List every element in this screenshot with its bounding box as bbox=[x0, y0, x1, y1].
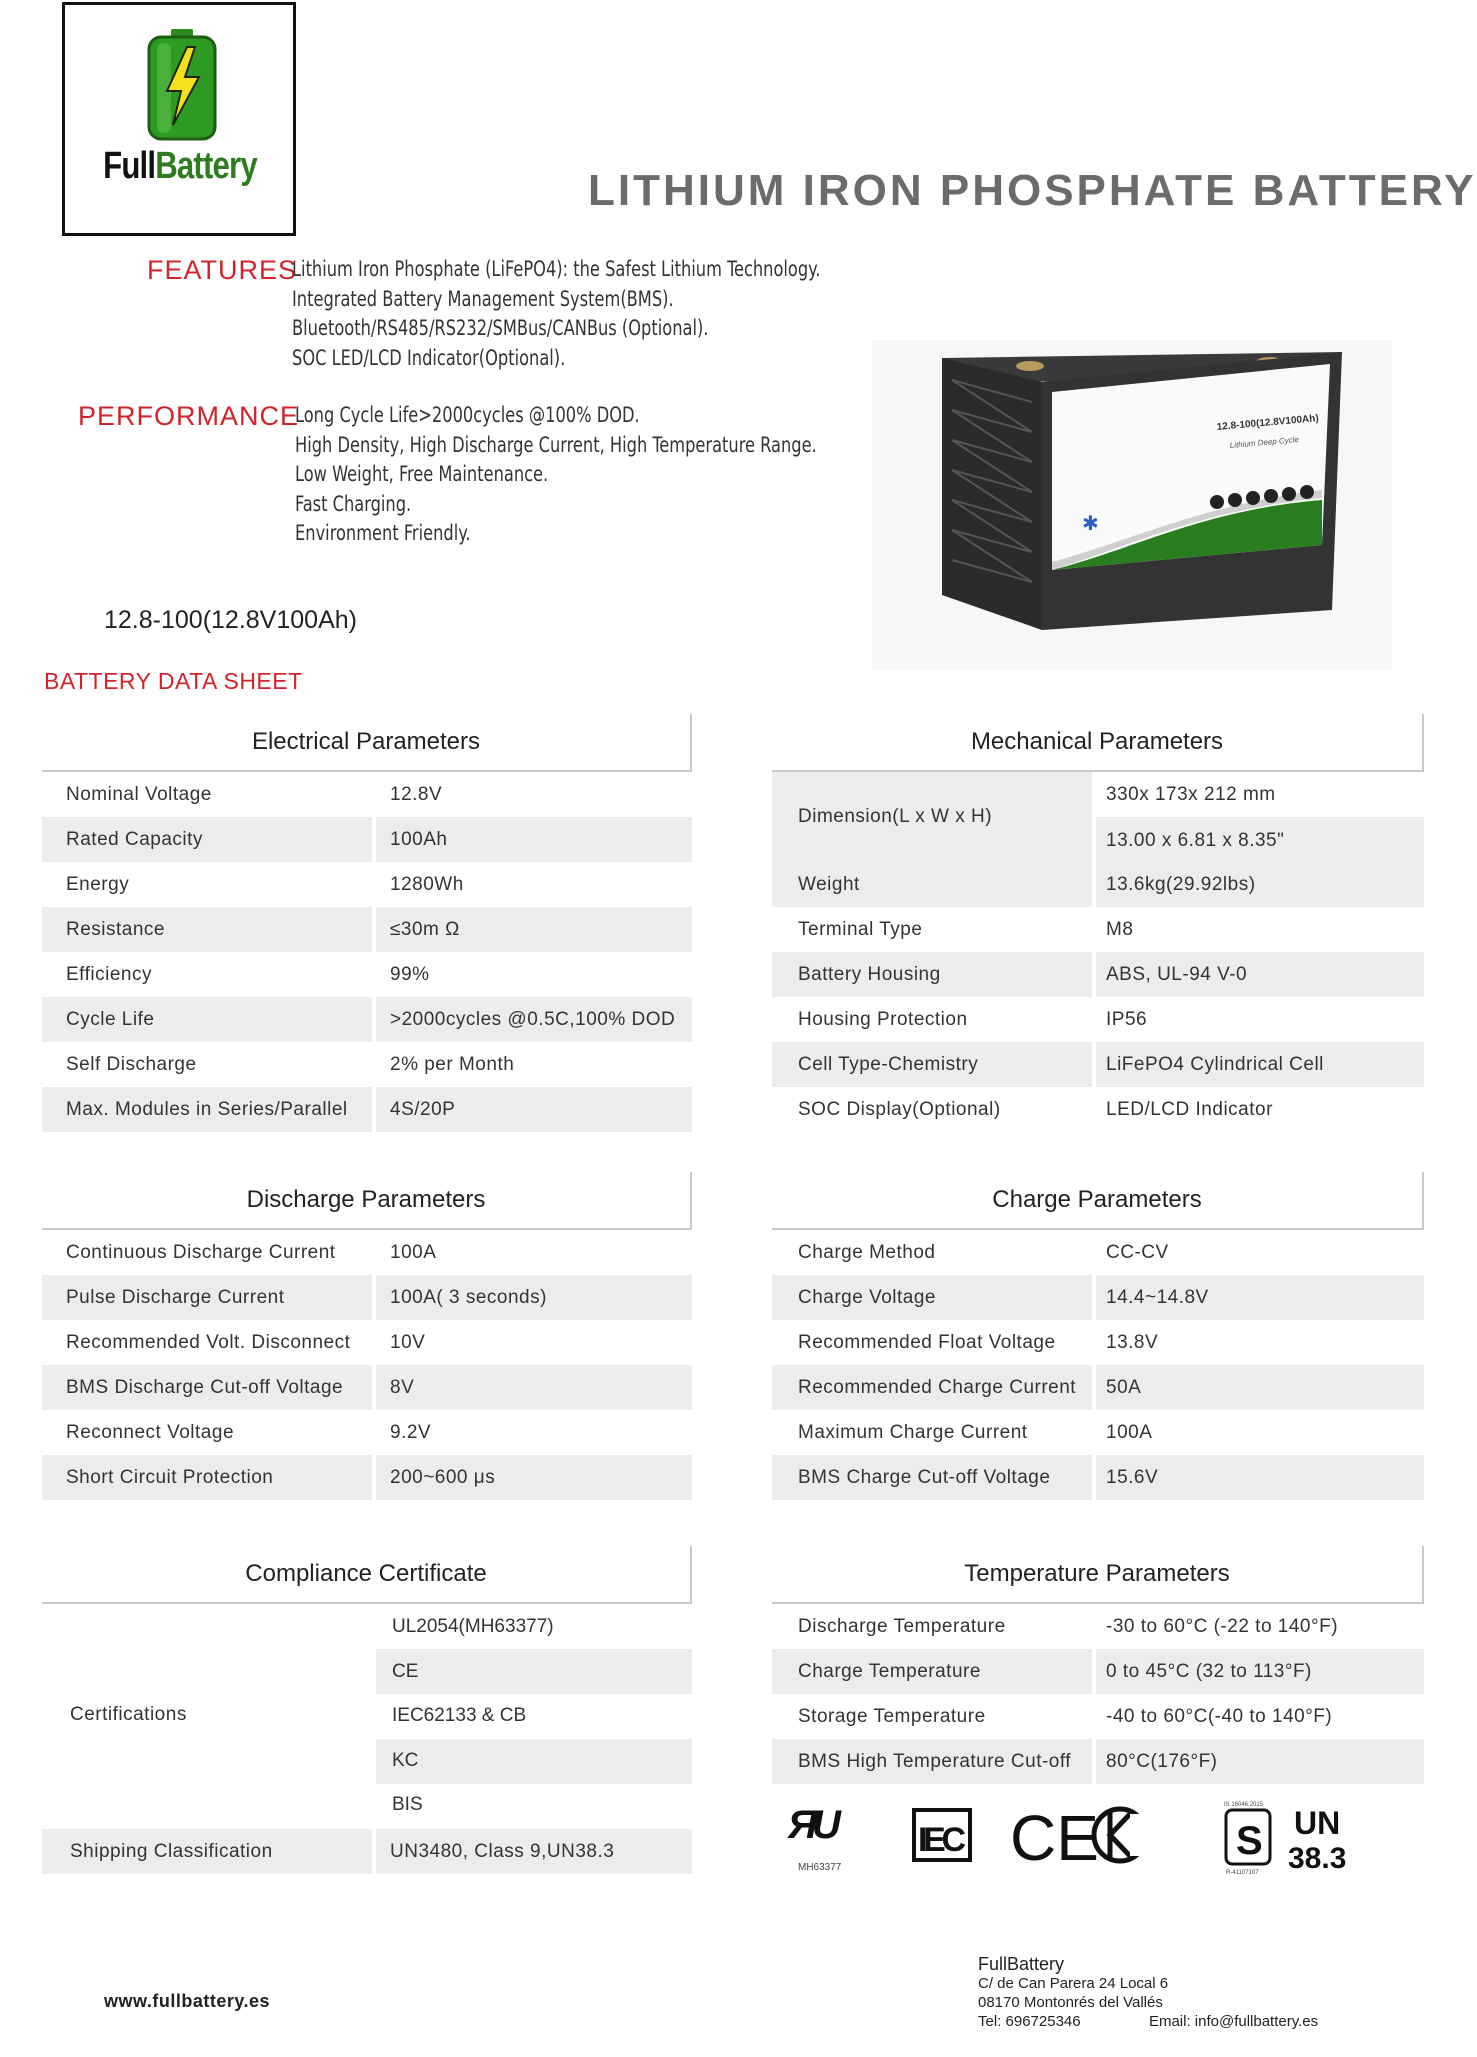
feature-line: Bluetooth/RS485/RS232/SMBus/CANBus (Optional). bbox=[292, 316, 709, 340]
table-row: Recommended Float Voltage 13.8V bbox=[772, 1320, 1424, 1365]
table-row: Rated Capacity 100Ah bbox=[42, 817, 692, 862]
table-title: Mechanical Parameters bbox=[970, 728, 1224, 755]
battery-label-model: 12.8-100(12.8V100Ah) bbox=[1216, 413, 1320, 433]
table-title: Temperature Parameters bbox=[964, 1560, 1230, 1587]
table-row: Weight 13.6kg(29.92lbs) bbox=[772, 862, 1424, 907]
cert-item: CE bbox=[392, 1661, 419, 1682]
ul-logo-icon bbox=[787, 1803, 842, 1873]
table-row: Storage Temperature -40 to 60°C(-40 to 140°F) bbox=[772, 1694, 1424, 1739]
kc-logo-icon bbox=[1094, 1809, 1150, 1861]
cert-item: KC bbox=[392, 1750, 419, 1771]
table-row: Recommended Charge Current 50A bbox=[772, 1365, 1424, 1410]
footer-address bbox=[978, 1955, 1318, 2031]
compliance-certificate-table bbox=[42, 1546, 692, 1874]
table-row: Cycle Life >2000cycles @0.5C,100% DOD bbox=[42, 997, 692, 1042]
cert-item: IEC62133 & CB bbox=[392, 1705, 527, 1726]
table-row: Maximum Charge Current 100A bbox=[772, 1410, 1424, 1455]
table-row: BMS Discharge Cut-off Voltage 8V bbox=[42, 1365, 692, 1410]
ce-logo-icon bbox=[1010, 1802, 1099, 1874]
bluetooth-icon: ✱ bbox=[1082, 513, 1099, 535]
un383-logo-icon bbox=[1288, 1805, 1346, 1875]
features-label: FEATURES bbox=[147, 255, 298, 285]
svg-text:CE: CE bbox=[1010, 1802, 1099, 1874]
table-row: Dimension(L x W x H) 330x 173x 212 mm 13.00 x 6.81 x 8.35" bbox=[772, 772, 1424, 862]
table-row: Pulse Discharge Current 100A( 3 seconds) bbox=[42, 1275, 692, 1320]
model-number: 12.8-100(12.8V100Ah) bbox=[104, 606, 357, 634]
table-row: Charge Method CC-CV bbox=[772, 1230, 1424, 1275]
battery-product-image bbox=[872, 340, 1392, 670]
table-title: Electrical Parameters bbox=[251, 728, 481, 755]
table-row: Resistance ≤30m Ω bbox=[42, 907, 692, 952]
table-row: Max. Modules in Series/Parallel 4S/20P bbox=[42, 1087, 692, 1132]
table-row: Terminal Type M8 bbox=[772, 907, 1424, 952]
performance-line: High Density, High Discharge Current, High Temperature Range. bbox=[295, 432, 817, 457]
table-row: BMS Charge Cut-off Voltage 15.6V bbox=[772, 1455, 1424, 1500]
bis-logo-icon bbox=[1224, 1802, 1270, 1876]
battery-icon bbox=[147, 29, 217, 141]
features-list bbox=[292, 255, 906, 373]
svg-text:U: U bbox=[812, 1803, 841, 1847]
certifications-label: Certifications bbox=[70, 1704, 187, 1725]
feature-line: Lithium Iron Phosphate (LiFePO4): the Safest Lithium Technology. bbox=[292, 257, 821, 281]
table-title: Charge Parameters bbox=[992, 1186, 1202, 1213]
table-row: Shipping Classification UN3480, Class 9,UN38.3 bbox=[42, 1829, 692, 1874]
datasheet-title: BATTERY DATA SHEET bbox=[44, 668, 303, 694]
iec-logo-icon bbox=[914, 1810, 970, 1860]
temperature-parameters-table bbox=[772, 1546, 1424, 1784]
footer-company: FullBattery bbox=[978, 1954, 1065, 1974]
battery-label-sub: Lithium Deep Cycle bbox=[1229, 434, 1300, 450]
table-row: Nominal Voltage 12.8V bbox=[42, 772, 692, 817]
svg-text:R-41107107: R-41107107 bbox=[1226, 1870, 1259, 1876]
certification-logos bbox=[778, 1798, 1347, 1878]
footer-address-line: 08170 Montonrés del Vallés bbox=[978, 1994, 1163, 2011]
table-row: Charge Voltage 14.4~14.8V bbox=[772, 1275, 1424, 1320]
footer-address-line: C/ de Can Parera 24 Local 6 bbox=[978, 1975, 1169, 1992]
svg-text:IS 16046:2015: IS 16046:2015 bbox=[1224, 1802, 1264, 1808]
cert-item: UL2054(MH63377) bbox=[392, 1616, 554, 1637]
table-title: Compliance Certificate bbox=[245, 1560, 487, 1587]
performance-line: Environment Friendly. bbox=[295, 521, 471, 545]
performance-line: Fast Charging. bbox=[295, 491, 412, 516]
table-row: Short Circuit Protection 200~600 μs bbox=[42, 1455, 692, 1500]
mechanical-parameters-table bbox=[772, 714, 1424, 1132]
table-row: Energy 1280Wh bbox=[42, 862, 692, 907]
performance-line: Low Weight, Free Maintenance. bbox=[295, 462, 549, 486]
cert-item: BIS bbox=[392, 1794, 423, 1815]
svg-text:IEC: IEC bbox=[918, 1821, 966, 1859]
table-title: Discharge Parameters bbox=[246, 1186, 486, 1213]
footer-phone: Tel: 696725346 bbox=[978, 2013, 1081, 2030]
discharge-parameters-table bbox=[42, 1172, 692, 1500]
table-row: Discharge Temperature -30 to 60°C (-22 to 140°F) bbox=[772, 1604, 1424, 1649]
performance-label: PERFORMANCE bbox=[78, 401, 300, 431]
table-row: Self Discharge 2% per Month bbox=[42, 1042, 692, 1087]
feature-line: Integrated Battery Management System(BMS). bbox=[292, 286, 674, 311]
table-row: BMS High Temperature Cut-off 80°C(176°F) bbox=[772, 1739, 1424, 1784]
table-row: Cell Type-Chemistry LiFePO4 Cylindrical Cell bbox=[772, 1042, 1424, 1087]
table-row: Recommended Volt. Disconnect 10V bbox=[42, 1320, 692, 1365]
electrical-parameters-table bbox=[42, 714, 692, 1132]
page-title: LITHIUM IRON PHOSPHATE BATTERY bbox=[588, 166, 1477, 215]
table-row: Continuous Discharge Current 100A bbox=[42, 1230, 692, 1275]
table-row: Battery Housing ABS, UL-94 V-0 bbox=[772, 952, 1424, 997]
feature-line: SOC LED/LCD Indicator(Optional). bbox=[292, 345, 566, 370]
svg-text:UN: UN bbox=[1294, 1805, 1341, 1841]
brand-logo bbox=[62, 2, 296, 236]
svg-text:MH63377: MH63377 bbox=[798, 1862, 842, 1873]
footer-email: Email: info@fullbattery.es bbox=[1148, 2013, 1319, 2030]
table-row: Charge Temperature 0 to 45°C (32 to 113°F) bbox=[772, 1649, 1424, 1694]
charge-parameters-table bbox=[772, 1172, 1424, 1500]
svg-text:Я: Я bbox=[788, 1803, 818, 1847]
performance-list bbox=[295, 401, 902, 549]
brand-name: FullBattery bbox=[103, 145, 257, 187]
table-row: Efficiency 99% bbox=[42, 952, 692, 997]
svg-text:S: S bbox=[1236, 1819, 1263, 1863]
svg-text:38.3: 38.3 bbox=[1288, 1842, 1347, 1875]
table-row: Housing Protection IP56 bbox=[772, 997, 1424, 1042]
footer-website: www.fullbattery.es bbox=[104, 1991, 271, 2011]
performance-line: Long Cycle Life>2000cycles @100% DOD. bbox=[295, 403, 640, 427]
table-row: SOC Display(Optional) LED/LCD Indicator bbox=[772, 1087, 1424, 1132]
table-row: Reconnect Voltage 9.2V bbox=[42, 1410, 692, 1455]
